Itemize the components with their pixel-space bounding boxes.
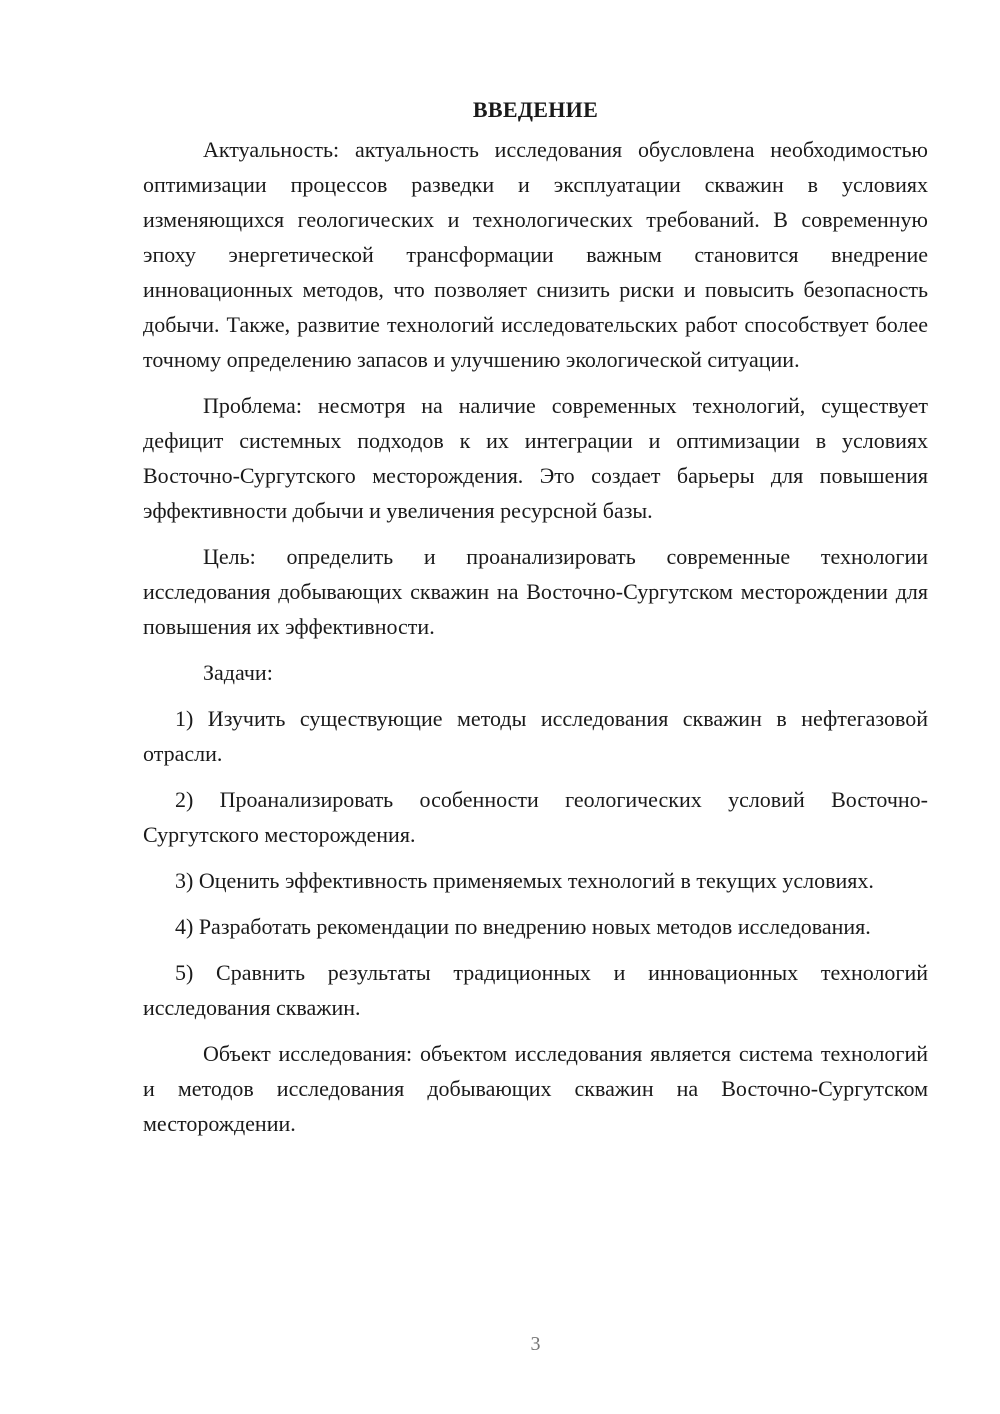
document-page: [143, 94, 928, 1152]
section-heading: ВВЕДЕНИЕ: [472, 97, 599, 122]
task-item-1: 1) Изучить существующие методы исследования скважин в нефтегазовой отрасли.: [143, 706, 928, 766]
relevance-paragraph: Актуальность: актуальность исследования обусловлена необходимостью оптимизации процессов разведки и эксплуатации скважин в условиях изменяющихся геологических и технологических требований. В современную эпоху энергетической трансформации важным становится внедрение инновационных методов, что позволяет снизить риски и повысить безопасность добычи. Также, развитие технологий исследовательских работ способствует более точному определению запасов и улучшению экологической ситуации.: [143, 137, 928, 372]
task-item-3: 3) Оценить эффективность применяемых технологий в текущих условиях.: [175, 868, 874, 893]
page-number: 3: [530, 1333, 541, 1355]
task-item-4: 4) Разработать рекомендации по внедрению новых методов исследования.: [175, 914, 871, 939]
tasks-heading: Задачи:: [203, 660, 273, 685]
task-item-2: 2) Проанализировать особенности геологических условий Восточно-Сургутского месторождения.: [143, 787, 928, 847]
object-paragraph: Объект исследования: объектом исследования является система технологий и методов исследования добывающих скважин на Восточно-Сургутском месторождении.: [143, 1041, 928, 1136]
problem-paragraph: Проблема: несмотря на наличие современных технологий, существует дефицит системных подходов к их интеграции и оптимизации в условиях Восточно-Сургутского месторождения. Это создает барьеры для повышения эффективности добычи и увеличения ресурсной базы.: [143, 393, 928, 523]
task-item-5: 5) Сравнить результаты традиционных и инновационных технологий исследования скважин.: [143, 960, 928, 1020]
goal-paragraph: Цель: определить и проанализировать современные технологии исследования добывающих скважин на Восточно-Сургутском месторождении для повышения их эффективности.: [143, 544, 928, 639]
